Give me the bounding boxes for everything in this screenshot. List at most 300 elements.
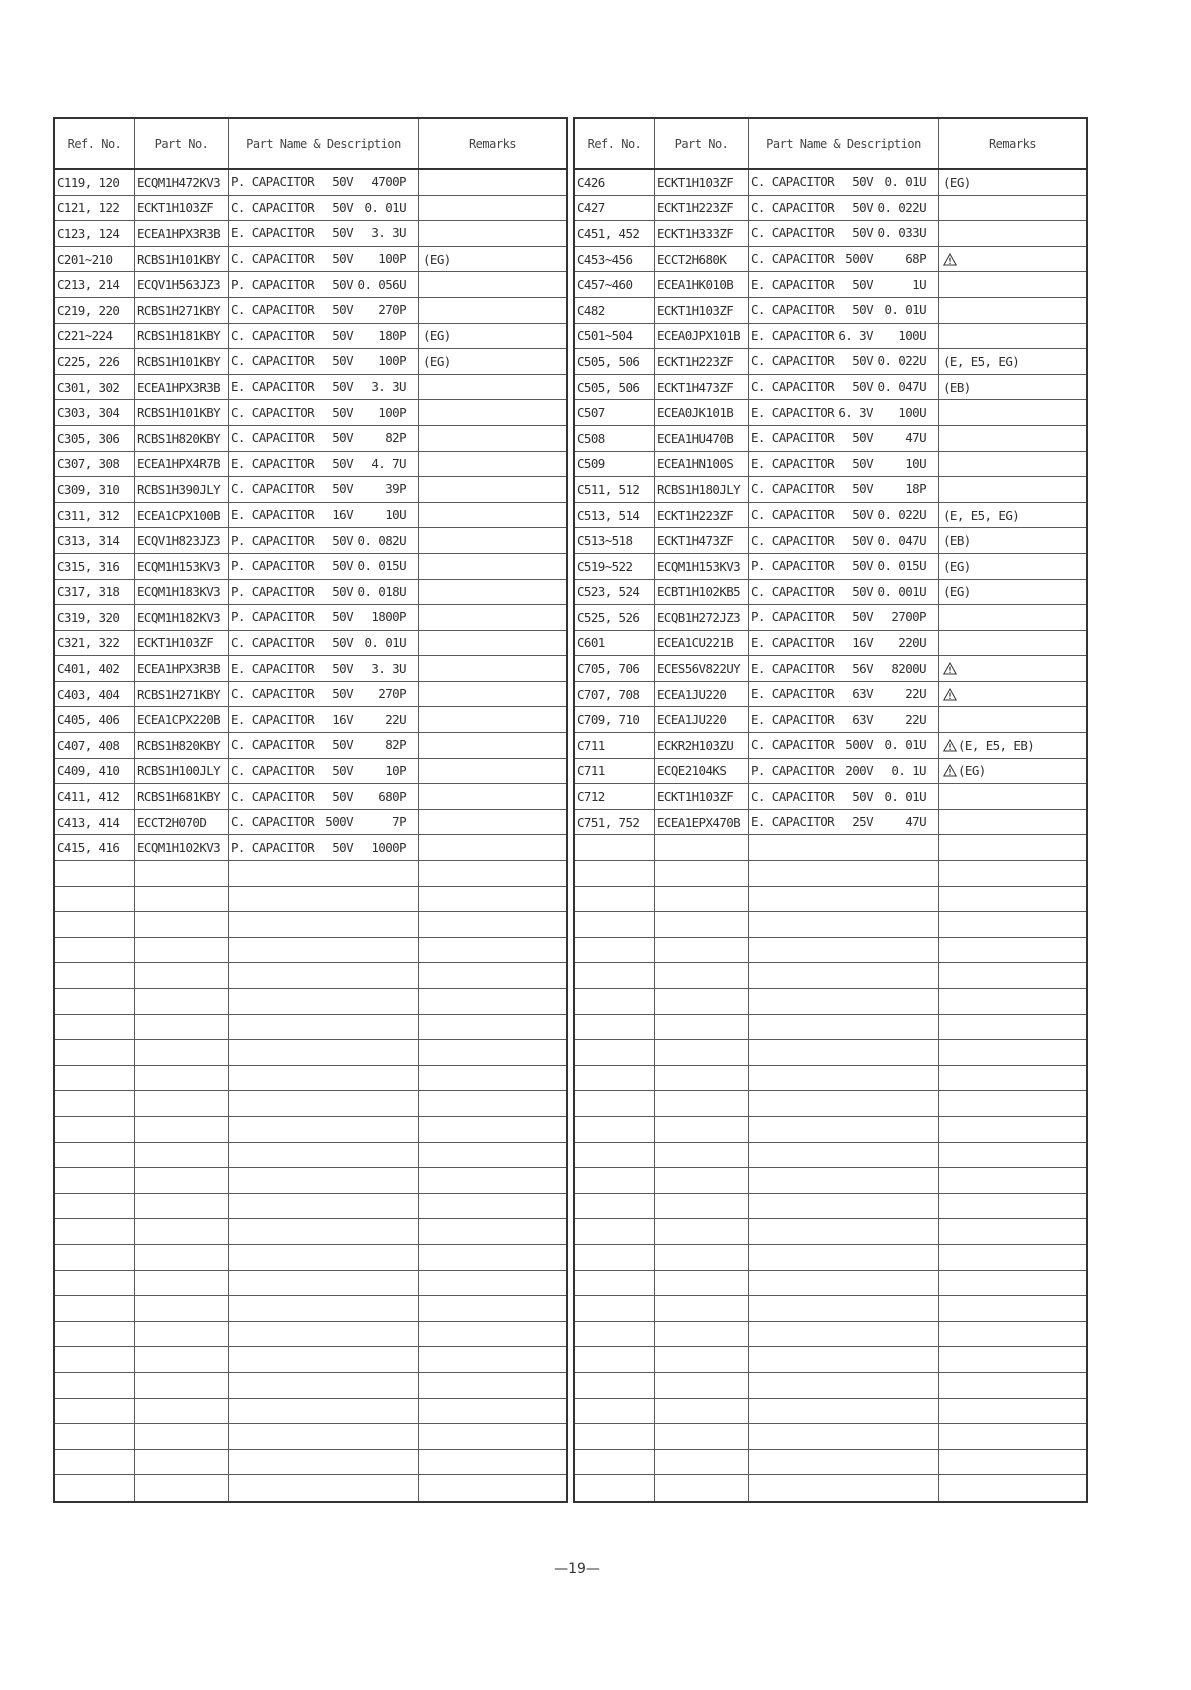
blank-cell (55, 861, 135, 886)
voltage-rating: 50V (332, 762, 353, 778)
ref-no-cell: C405, 406 (55, 707, 135, 732)
blank-row (575, 1143, 1086, 1169)
part-name: E. CAPACITOR (751, 429, 835, 445)
capacitance-value: 0. 01U (364, 199, 406, 215)
description-cell (229, 580, 419, 605)
remarks-cell (939, 349, 1086, 374)
voltage-rating: 50V (332, 609, 353, 625)
part-name: C. CAPACITOR (231, 685, 315, 701)
ref-no-cell: C413, 414 (55, 810, 135, 835)
capacitance-value: 0. 056U (357, 276, 406, 292)
part-no-cell: RCBS1H101KBY (135, 400, 229, 425)
part-name: E. CAPACITOR (231, 506, 315, 522)
voltage-rating: 50V (852, 583, 873, 599)
remarks-cell (419, 733, 566, 758)
part-no-cell: RCBS1H271KBY (135, 298, 229, 323)
capacitance-value: 47U (905, 813, 926, 829)
part-name: C. CAPACITOR (231, 353, 315, 369)
part-name: C. CAPACITOR (751, 788, 835, 804)
part-no-cell: ECQV1H563JZ3 (135, 272, 229, 297)
voltage-rating: 50V (332, 199, 353, 215)
blank-cell (55, 887, 135, 912)
voltage-rating: 50V (332, 685, 353, 701)
part-no-cell: ECCT2H680K (655, 247, 749, 272)
capacitance-value: 220U (898, 634, 926, 650)
description-cell (749, 400, 939, 425)
voltage-rating: 50V (852, 429, 873, 445)
warning-triangle-icon (943, 688, 957, 701)
blank-cell (939, 1347, 1086, 1372)
blank-cell (749, 887, 939, 912)
blank-row (575, 1347, 1086, 1373)
remarks-cell (419, 221, 566, 246)
capacitance-value: 0. 018U (357, 583, 406, 599)
part-name: C. CAPACITOR (231, 327, 315, 343)
blank-cell (749, 1347, 939, 1372)
blank-row (575, 1091, 1086, 1117)
blank-cell (419, 1245, 566, 1270)
remarks-cell (939, 580, 1086, 605)
blank-cell (749, 1066, 939, 1091)
remarks-cell (939, 324, 1086, 349)
remarks-cell (939, 298, 1086, 323)
part-no-cell: ECEA1CPX100B (135, 503, 229, 528)
blank-cell (419, 1168, 566, 1193)
part-name: P. CAPACITOR (751, 557, 835, 573)
blank-cell (939, 1296, 1086, 1321)
part-no-cell: ECQM1H182KV3 (135, 605, 229, 630)
blank-cell (229, 1271, 419, 1296)
part-name: E. CAPACITOR (751, 685, 835, 701)
ref-no-cell: C119, 120 (55, 170, 135, 195)
blank-row (55, 1296, 566, 1322)
table-row (55, 272, 566, 298)
blank-cell (229, 1091, 419, 1116)
table-row (55, 298, 566, 324)
table-row (55, 221, 566, 247)
ref-no-cell: C507 (575, 400, 655, 425)
voltage-rating: 50V (332, 327, 353, 343)
remarks-cell (419, 759, 566, 784)
part-name: P. CAPACITOR (231, 532, 315, 548)
remarks-cell (419, 503, 566, 528)
ref-no-cell: C505, 506 (575, 375, 655, 400)
ref-no-cell: C213, 214 (55, 272, 135, 297)
part-name: C. CAPACITOR (751, 174, 835, 190)
description-cell (749, 196, 939, 221)
voltage-rating: 50V (852, 532, 873, 548)
ref-no-cell: C317, 318 (55, 580, 135, 605)
part-name: C. CAPACITOR (231, 813, 315, 829)
blank-row (55, 887, 566, 913)
blank-row (55, 1399, 566, 1425)
table-row (55, 426, 566, 452)
blank-row (55, 1066, 566, 1092)
part-no-cell: ECEA0JK101B (655, 400, 749, 425)
blank-cell (135, 1475, 229, 1501)
remarks-text: (EG) (943, 584, 971, 600)
table-row (575, 503, 1086, 529)
blank-cell (55, 1322, 135, 1347)
blank-cell (135, 963, 229, 988)
part-name: C. CAPACITOR (231, 788, 315, 804)
blank-cell (749, 1322, 939, 1347)
description-cell (229, 835, 419, 860)
description-cell (749, 810, 939, 835)
blank-row (575, 1399, 1086, 1425)
capacitance-value: 1800P (371, 609, 406, 625)
description-cell (229, 528, 419, 553)
blank-cell (419, 861, 566, 886)
ref-no-cell: C505, 506 (575, 349, 655, 374)
table-row (55, 682, 566, 708)
blank-cell (229, 887, 419, 912)
blank-cell (55, 1296, 135, 1321)
ref-no-cell: C319, 320 (55, 605, 135, 630)
remarks-cell (939, 426, 1086, 451)
blank-cell (135, 1322, 229, 1347)
voltage-rating: 50V (332, 378, 353, 394)
blank-cell (229, 1322, 419, 1347)
warning-triangle-icon (943, 662, 957, 675)
blank-cell (749, 861, 939, 886)
blank-cell (229, 1399, 419, 1424)
blank-cell (55, 1424, 135, 1449)
capacitance-value: 0. 01U (884, 174, 926, 190)
table-row (575, 631, 1086, 657)
blank-cell (55, 1168, 135, 1193)
table-row (575, 810, 1086, 836)
part-name: C. CAPACITOR (231, 199, 315, 215)
blank-cell (135, 1040, 229, 1065)
part-no-cell: RCBS1H101KBY (135, 247, 229, 272)
blank-cell (575, 1322, 655, 1347)
table-row (575, 272, 1086, 298)
blank-cell (655, 1347, 749, 1372)
table-row (575, 426, 1086, 452)
blank-cell (939, 887, 1086, 912)
remarks-cell (419, 682, 566, 707)
blank-row (575, 1219, 1086, 1245)
capacitance-value: 1000P (371, 839, 406, 855)
capacitance-value: 0. 01U (884, 737, 926, 753)
blank-cell (655, 1424, 749, 1449)
voltage-rating: 50V (852, 557, 873, 573)
blank-cell (655, 1143, 749, 1168)
description-cell (749, 528, 939, 553)
blank-cell (229, 1117, 419, 1142)
blank-cell (575, 1271, 655, 1296)
blank-cell (939, 938, 1086, 963)
column-header-desc: Part Name & Description (229, 119, 419, 168)
ref-no-cell: C411, 412 (55, 784, 135, 809)
blank-cell (655, 1219, 749, 1244)
part-name: E. CAPACITOR (231, 455, 315, 471)
blank-cell (939, 912, 1086, 937)
blank-row (575, 1271, 1086, 1297)
blank-cell (419, 1475, 566, 1501)
capacitance-value: 3. 3U (371, 378, 406, 394)
blank-cell (55, 1475, 135, 1501)
voltage-rating: 50V (852, 302, 873, 318)
voltage-rating: 50V (332, 557, 353, 573)
part-name: E. CAPACITOR (231, 378, 315, 394)
blank-cell (655, 963, 749, 988)
description-cell (229, 605, 419, 630)
blank-cell (135, 887, 229, 912)
column-header-ref: Ref. No. (575, 119, 655, 168)
capacitance-value: 82P (385, 429, 406, 445)
capacitance-value: 0. 1U (891, 762, 926, 778)
blank-cell (55, 1219, 135, 1244)
blank-cell (575, 1450, 655, 1475)
blank-cell (419, 912, 566, 937)
blank-cell (135, 1271, 229, 1296)
part-no-cell: ECCT2H070D (135, 810, 229, 835)
blank-cell (135, 861, 229, 886)
part-no-cell: ECKT1H473ZF (655, 375, 749, 400)
part-no-cell: RCBS1H101KBY (135, 349, 229, 374)
table-row (55, 810, 566, 836)
part-name: C. CAPACITOR (231, 481, 315, 497)
part-no-cell: ECEA1HPX4R7B (135, 452, 229, 477)
table-row (575, 554, 1086, 580)
blank-cell (229, 963, 419, 988)
table-row (55, 528, 566, 554)
table-row (55, 349, 566, 375)
capacitance-value: 0. 033U (877, 225, 926, 241)
blank-row (55, 1271, 566, 1297)
part-no-cell: ECEA1CPX220B (135, 707, 229, 732)
blank-cell (749, 1194, 939, 1219)
blank-cell (575, 1245, 655, 1270)
part-no-cell: ECEA1JU220 (655, 682, 749, 707)
remarks-cell (419, 298, 566, 323)
part-no-cell: ECKT1H473ZF (655, 528, 749, 553)
voltage-rating: 63V (852, 711, 873, 727)
blank-cell (939, 1373, 1086, 1398)
ref-no-cell: C201~210 (55, 247, 135, 272)
blank-cell (655, 1475, 749, 1501)
blank-cell (575, 1219, 655, 1244)
blank-cell (749, 1399, 939, 1424)
blank-cell (749, 1015, 939, 1040)
ref-no-cell: C121, 122 (55, 196, 135, 221)
blank-row (55, 1143, 566, 1169)
table-row (55, 196, 566, 222)
column-header-part: Part No. (655, 119, 749, 168)
part-no-cell: RCBS1H390JLY (135, 477, 229, 502)
blank-row (55, 1450, 566, 1476)
blank-row (575, 1168, 1086, 1194)
remarks-text: (EB) (943, 379, 971, 395)
description-cell (749, 477, 939, 502)
remarks-cell (939, 707, 1086, 732)
part-no-cell: ECEA1HPX3R3B (135, 375, 229, 400)
blank-row (55, 1117, 566, 1143)
blank-cell (749, 989, 939, 1014)
ref-no-cell: C307, 308 (55, 452, 135, 477)
voltage-rating: 50V (332, 660, 353, 676)
blank-cell (749, 1373, 939, 1398)
voltage-rating: 63V (852, 685, 873, 701)
capacitance-value: 10U (905, 455, 926, 471)
blank-cell (55, 1245, 135, 1270)
capacitance-value: 0. 082U (357, 532, 406, 548)
voltage-rating: 56V (852, 660, 873, 676)
description-cell (229, 247, 419, 272)
part-name: C. CAPACITOR (231, 429, 315, 445)
ref-no-cell: C219, 220 (55, 298, 135, 323)
voltage-rating: 500V (845, 737, 873, 753)
voltage-rating: 50V (332, 174, 353, 190)
blank-cell (135, 1245, 229, 1270)
blank-cell (575, 1296, 655, 1321)
ref-no-cell: C301, 302 (55, 375, 135, 400)
table-row (55, 759, 566, 785)
blank-cell (135, 1168, 229, 1193)
blank-row (55, 1168, 566, 1194)
remarks-cell (419, 554, 566, 579)
part-no-cell: ECKT1H223ZF (655, 503, 749, 528)
blank-cell (135, 1219, 229, 1244)
blank-cell (135, 938, 229, 963)
blank-cell (749, 912, 939, 937)
description-cell (229, 400, 419, 425)
remarks-text: (EG) (958, 763, 986, 779)
table-row (575, 298, 1086, 324)
description-cell (749, 759, 939, 784)
remarks-cell (939, 605, 1086, 630)
blank-cell (749, 1475, 939, 1501)
description-cell (229, 503, 419, 528)
blank-cell (419, 1117, 566, 1142)
blank-cell (419, 1015, 566, 1040)
voltage-rating: 50V (332, 225, 353, 241)
remarks-cell (419, 349, 566, 374)
blank-row (575, 1475, 1086, 1501)
blank-row (575, 1322, 1086, 1348)
capacitance-value: 0. 022U (877, 353, 926, 369)
blank-cell (55, 1194, 135, 1219)
part-name: C. CAPACITOR (231, 762, 315, 778)
part-no-cell: ECBT1H102KB5 (655, 580, 749, 605)
capacitance-value: 0. 047U (877, 378, 926, 394)
blank-cell (575, 887, 655, 912)
description-cell (749, 452, 939, 477)
ref-no-cell: C525, 526 (575, 605, 655, 630)
blank-cell (655, 1399, 749, 1424)
blank-cell (655, 1373, 749, 1398)
blank-cell (229, 1015, 419, 1040)
voltage-rating: 50V (852, 609, 873, 625)
blank-cell (939, 1040, 1086, 1065)
part-name: C. CAPACITOR (751, 737, 835, 753)
blank-cell (655, 1245, 749, 1270)
voltage-rating: 50V (332, 634, 353, 650)
ref-no-cell: C311, 312 (55, 503, 135, 528)
blank-cell (939, 1168, 1086, 1193)
part-name: C. CAPACITOR (751, 302, 835, 318)
part-no-cell: ECKT1H223ZF (655, 349, 749, 374)
remarks-text: (EG) (943, 174, 971, 190)
ref-no-cell: C221~224 (55, 324, 135, 349)
blank-cell (55, 1015, 135, 1040)
blank-cell (229, 938, 419, 963)
description-cell (749, 503, 939, 528)
blank-cell (575, 1399, 655, 1424)
blank-row (575, 1066, 1086, 1092)
blank-cell (135, 1091, 229, 1116)
voltage-rating: 50V (332, 455, 353, 471)
part-name: C. CAPACITOR (751, 353, 835, 369)
remarks-cell (419, 707, 566, 732)
blank-cell (229, 1450, 419, 1475)
blank-cell (55, 1399, 135, 1424)
blank-row (55, 1322, 566, 1348)
table-row (575, 759, 1086, 785)
capacitance-value: 0. 022U (877, 506, 926, 522)
blank-cell (135, 1373, 229, 1398)
part-name: E. CAPACITOR (231, 660, 315, 676)
table-row (575, 580, 1086, 606)
part-no-cell: RCBS1H820KBY (135, 426, 229, 451)
blank-cell (939, 1091, 1086, 1116)
ref-no-cell: C315, 316 (55, 554, 135, 579)
capacitance-value: 0. 022U (877, 199, 926, 215)
capacitance-value: 18P (905, 481, 926, 497)
blank-cell (419, 1219, 566, 1244)
blank-cell (55, 1347, 135, 1372)
capacitance-value: 2700P (891, 609, 926, 625)
blank-row (55, 989, 566, 1015)
blank-cell (135, 1194, 229, 1219)
part-no-cell: ECEA1HPX3R3B (135, 221, 229, 246)
blank-cell (655, 1117, 749, 1142)
table-row (55, 554, 566, 580)
capacitance-value: 680P (378, 788, 406, 804)
description-cell (229, 272, 419, 297)
blank-cell (575, 938, 655, 963)
description-cell (229, 324, 419, 349)
description-cell (749, 426, 939, 451)
remarks-text: (EG) (943, 558, 971, 574)
blank-cell (939, 989, 1086, 1014)
capacitance-value: 39P (385, 481, 406, 497)
blank-row (575, 1015, 1086, 1041)
part-no-cell: ECQE2104KS (655, 759, 749, 784)
part-no-cell: ECKT1H103ZF (655, 170, 749, 195)
description-cell (749, 324, 939, 349)
voltage-rating: 50V (332, 583, 353, 599)
blank-row (55, 1245, 566, 1271)
voltage-rating: 50V (332, 481, 353, 497)
capacitance-value: 22U (905, 685, 926, 701)
blank-cell (575, 1117, 655, 1142)
capacitance-value: 270P (378, 302, 406, 318)
capacitance-value: 82P (385, 737, 406, 753)
part-name: E. CAPACITOR (751, 711, 835, 727)
blank-cell (55, 1373, 135, 1398)
blank-cell (655, 887, 749, 912)
ref-no-cell: C309, 310 (55, 477, 135, 502)
ref-no-cell: C712 (575, 784, 655, 809)
voltage-rating: 200V (845, 762, 873, 778)
description-cell (229, 349, 419, 374)
blank-cell (575, 1424, 655, 1449)
capacitance-value: 47U (905, 429, 926, 445)
blank-cell (749, 963, 939, 988)
